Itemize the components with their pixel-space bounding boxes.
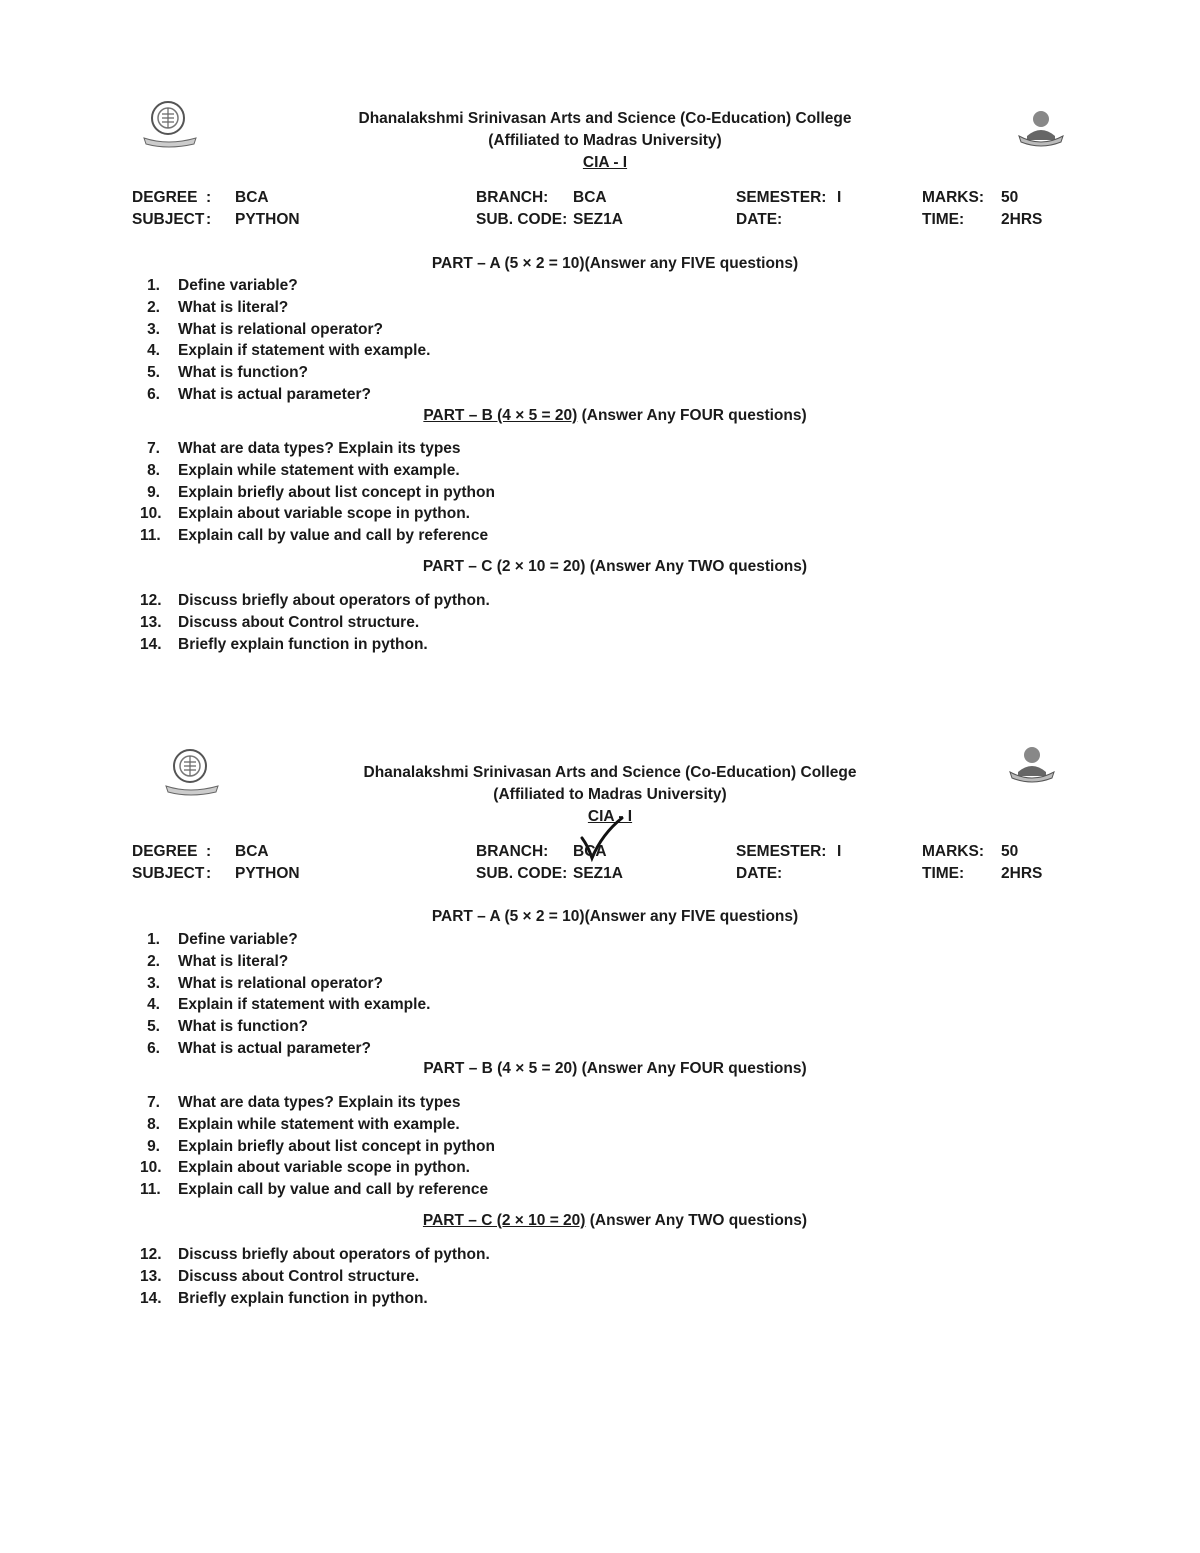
marks-label: MARKS: [922,189,984,206]
part-b-heading-main: PART – B (4 × 5 = 20) [423,407,578,424]
degree-label: DEGREE [132,843,198,860]
part-b-heading [0,1060,1200,1078]
college-name: Dhanalakshmi Srinivasan Arts and Science (Co-Education) College [358,110,852,127]
semester-label: SEMESTER: [736,189,827,206]
subcode-value: SEZ1A [573,211,623,228]
branch-value: BCA [573,189,607,206]
time-label: TIME: [922,211,965,228]
degree-separator: : [206,843,212,860]
time-value: 2HRS [1001,865,1043,882]
part-c-heading [0,558,1200,576]
part-c-heading [0,1212,1200,1230]
subject-label: SUBJECT [132,211,205,228]
marks-value: 50 [1001,189,1019,206]
subject-separator: : [206,865,212,882]
date-label: DATE: [736,211,783,228]
subject-value: PYTHON [235,211,300,228]
subject-value: PYTHON [235,865,300,882]
date-label: DATE: [736,865,783,882]
degree-separator: : [206,189,212,206]
part-c-heading-rest: (Answer Any TWO questions) [585,1212,808,1229]
subcode-label: SUB. CODE: [476,865,568,882]
exam-title: CIA - I [582,154,628,171]
question-paper-2: Dhanalakshmi Srinivasan Arts and Science (Co-Education) College (Affiliated to Madras University) CIA - I DEGREE : BCA BRANCH: BCA SEMESTER: I MARKS: 50 SUBJECT : PYTHON SUB. CODE: SEZ1A DATE: TIME: 2HRS PART – A (5 × 2 = 10)(Answer any FIVE questions) 1. Define variable? 2. What is literal? 3. What is relational operator? 4. Explain if statement with example. 5. What is function? 6. What is actual parameter? PART – B (4 × 5 = 20) (Answer Any FOUR questions) 7. What are data types? Explain its types 8. Explain while statement with example. 9. Explain briefly about list concept in python 10. Explain about variable scope in python. 11. Explain call by value and call by reference PART – C (2 × 10 = 20) (Answer Any TWO questions) 12. Discuss briefly about operators of python. 13. Discuss about Control structure. 14. Briefly explain function in python. [0,746,1200,1400]
degree-label: DEGREE [132,189,198,206]
time-label: TIME: [922,865,965,882]
part-c-heading-main: PART – C (2 × 10 = 20) [422,1212,586,1229]
semester-label: SEMESTER: [736,843,827,860]
college-affiliation: (Affiliated to Madras University) [493,786,727,803]
semester-value: I [837,843,842,860]
marks-label: MARKS: [922,843,984,860]
part-b-heading-main: PART – B (4 × 5 = 20) [423,1060,578,1077]
semester-value: I [837,189,842,206]
subcode-label: SUB. CODE: [476,211,568,228]
branch-label: BRANCH: [476,189,549,206]
time-value: 2HRS [1001,211,1043,228]
part-b-heading-rest: (Answer Any FOUR questions) [577,1060,807,1077]
subject-label: SUBJECT [132,865,205,882]
part-a-heading: PART – A (5 × 2 = 10)(Answer any FIVE questions) [431,255,799,272]
college-name: Dhanalakshmi Srinivasan Arts and Science (Co-Education) College [363,764,857,781]
exam-title: CIA - I [587,808,633,825]
question-paper-1: Dhanalakshmi Srinivasan Arts and Science (Co-Education) College (Affiliated to Madras University) CIA - I DEGREE : BCA BRANCH: BCA SEMESTER: I MARKS: 50 SUBJECT : PYTHON SUB. CODE: SEZ1A DATE: TIME: 2HRS PART – A (5 × 2 = 10)(Answer any FIVE questions) 1. Define variable? 2. What is literal? 3. What is relational operator? 4. Explain if statement with example. 5. What is function? 6. What is actual parameter? PART – B (4 × 5 = 20) (Answer Any FOUR questions) 7. What are data types? Explain its types 8. Explain while statement with example. 9. Explain briefly about list concept in python 10. Explain about variable scope in python. 11. Explain call by value and call by reference PART – C (2 × 10 = 20) (Answer Any TWO questions) 12. Discuss briefly about operators of python. 13. Discuss about Control structure. 14. Briefly explain function in python. [0,92,1200,746]
subject-separator: : [206,211,212,228]
degree-value: BCA [235,189,269,206]
college-affiliation: (Affiliated to Madras University) [488,132,722,149]
subcode-value: SEZ1A [573,865,623,882]
part-b-heading [0,407,1200,425]
part-a-heading: PART – A (5 × 2 = 10)(Answer any FIVE questions) [431,908,799,925]
branch-label: BRANCH: [476,843,549,860]
branch-value: BCA [573,843,607,860]
degree-value: BCA [235,843,269,860]
part-c-heading-main: PART – C (2 × 10 = 20) [422,558,586,575]
marks-value: 50 [1001,843,1019,860]
part-b-heading-rest: (Answer Any FOUR questions) [577,407,807,424]
part-c-heading-rest: (Answer Any TWO questions) [585,558,808,575]
college-header [0,108,1200,174]
